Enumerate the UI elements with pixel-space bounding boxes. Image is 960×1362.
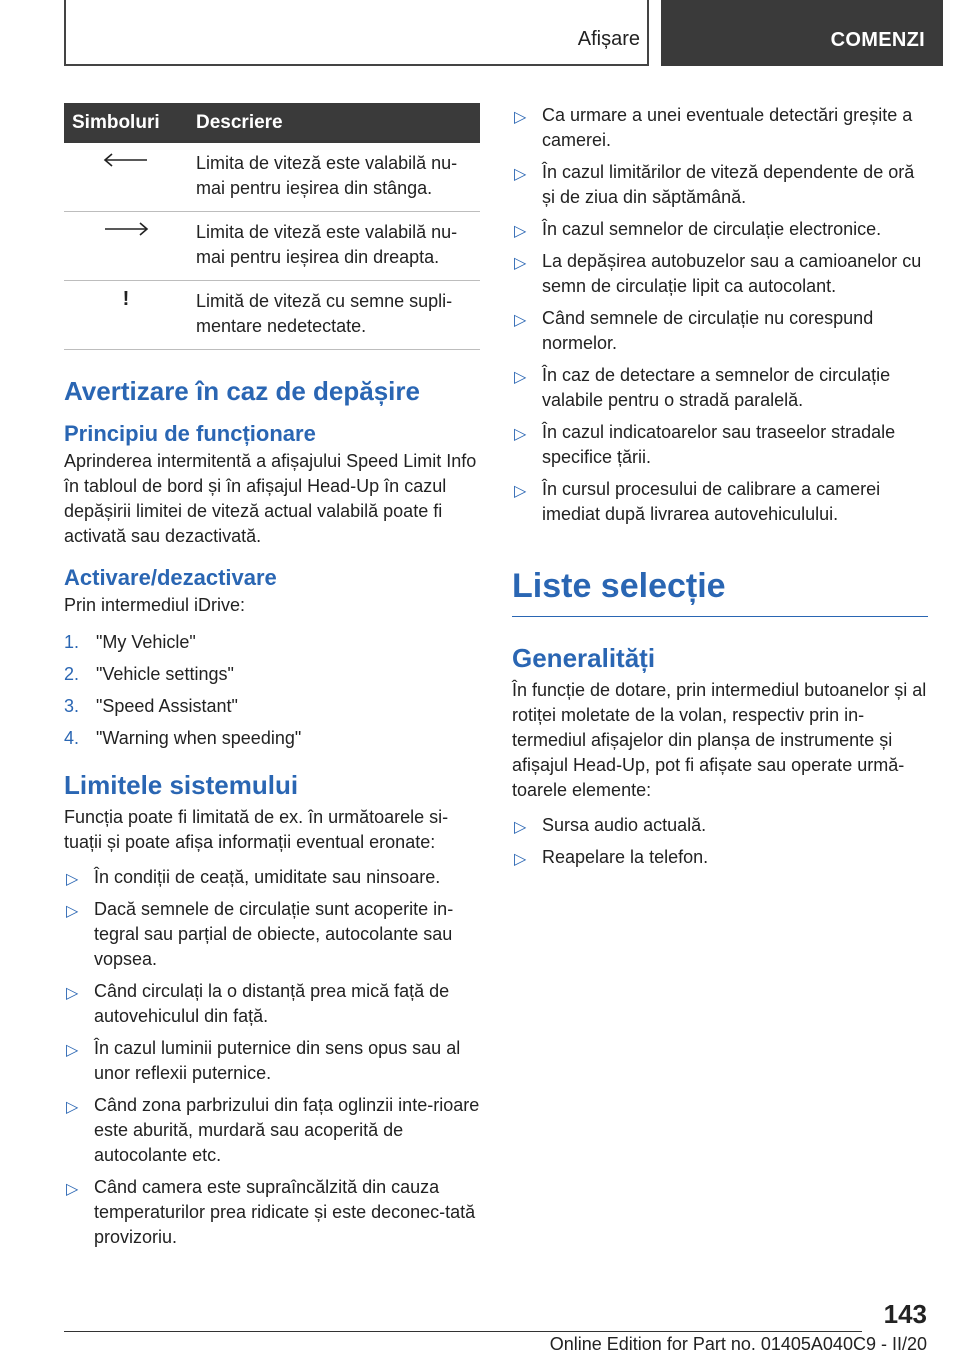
triangle-bullet-icon: ▷ [514,312,527,329]
list-item [64,1175,480,1250]
list-item-text: În cazul luminii puternice din sens opus sau al unor reflexii puternice. [94,1038,461,1083]
list-item [512,813,928,838]
page-number: 143 [883,1299,927,1329]
list-item [64,979,480,1029]
footer-edition: Online Edition for Part no. 01405A040C9 - II/20 [549,1334,927,1354]
list-item [512,160,928,210]
symbol-cell [64,143,188,212]
list-item-text: Când semnele de circulație nu corespund normelor. [542,308,874,353]
header-section-title: Afișare [577,28,640,50]
list-item-text: Dacă semnele de circulație sunt acoperite in-tegral sau parțial de obiecte, autocolante sau vopsea. [94,899,454,969]
triangle-bullet-icon: ▷ [66,1181,79,1198]
list-item-text: Când circulați la o distanță prea mică față de autovehiculul din față. [94,981,450,1026]
triangle-bullet-icon: ▷ [66,1042,79,1059]
limits-list-right [512,103,928,527]
list-item [512,420,928,470]
triangle-bullet-icon: ▷ [514,109,527,126]
section-title-limits: Limitele sistemului [64,770,299,800]
step-text: "My Vehicle" [96,632,196,652]
list-item-text: La depășirea autobuzelor sau a camioanelor cu semn de circulație lipit ca autocolant. [542,251,922,296]
triangle-bullet-icon: ▷ [514,483,527,500]
list-item [512,103,928,153]
list-item-text: Când camera este supraîncălzită din cauza temperaturilor prea ridicate și este deconec-tată provizoriu. [94,1177,476,1247]
list-item [512,477,928,527]
selection-list [512,813,928,870]
header-chapter-label: COMENZI [830,29,925,51]
triangle-bullet-icon: ▷ [66,1099,79,1116]
triangle-bullet-icon: ▷ [66,871,79,888]
limits-intro: Funcția poate fi limitată de ex. în următoarele si-tuații și poate afișa informații eventual eronate: [64,807,449,852]
left-column [64,103,480,1257]
list-item-text: Când zona parbrizului din fața oglinzii inte-rioare este aburită, murdară sau acoperită de autocolante etc. [94,1095,480,1165]
section-title-selection: Liste selecție [512,567,726,605]
list-item-text: Sursa audio actuală. [542,815,707,835]
list-item [512,249,928,299]
triangle-bullet-icon: ▷ [514,166,527,183]
list-item [512,845,928,870]
table-header-symbols: Simboluri [64,103,188,143]
principle-paragraph: Aprinderea intermitentă a afișajului Speed Limit Info în tabloul de bord și în afișajul Head-Up în cazul depășirii limitei de viteză actual valabilă poate fi activată sau dezactivată. [64,451,477,546]
list-item [512,217,928,242]
step-number: 2. [64,664,80,684]
limits-list-left [64,865,480,1250]
triangle-bullet-icon: ▷ [514,851,527,868]
list-item [64,694,480,726]
list-item [64,897,480,972]
list-item-text: În cursul procesului de calibrare a camerei imediat după livrarea autovehiculului. [542,479,881,524]
table-header-description: Descriere [188,103,480,143]
list-item-text: Ca urmare a unei eventuale detectări greșite a camerei. [542,105,913,150]
triangle-bullet-icon: ▷ [66,903,79,920]
step-text: "Warning when speeding" [96,728,302,748]
list-item [512,306,928,356]
list-item-text: În cazul indicatoarelor sau traseelor stradale specifice țării. [542,422,896,467]
description-cell: Limita de viteză este valabilă nu-mai pentru ieșirea din dreapta. [188,212,480,281]
exclamation-icon: ! [122,288,130,310]
list-item-text: În condiții de ceață, umiditate sau ninsoare. [94,867,441,887]
subsection-title-activation: Activare/dezactivare [64,565,277,590]
step-text: "Vehicle settings" [96,664,234,684]
triangle-bullet-icon: ▷ [514,255,527,272]
activation-intro: Prin intermediul iDrive: [64,595,246,615]
list-item [64,1036,480,1086]
list-item [64,865,480,890]
step-number: 1. [64,632,80,652]
table-row [64,143,480,212]
list-item [64,662,480,694]
list-item-text: În cazul semnelor de circulație electronice. [542,219,882,239]
list-item-text: Reapelare la telefon. [542,847,709,867]
arrow-left-icon [103,153,149,167]
table-row [64,212,480,281]
symbol-cell [64,281,188,350]
right-column [512,103,928,877]
subsection-title-principle: Principiu de funcționare [64,421,316,446]
section-title-warning: Avertizare în caz de depășire [64,376,420,406]
table-header-row [64,103,480,143]
list-item [64,1093,480,1168]
arrow-right-icon [103,222,149,236]
triangle-bullet-icon: ▷ [514,426,527,443]
triangle-bullet-icon: ▷ [514,369,527,386]
table-row [64,281,480,350]
list-item [64,726,480,758]
header-chapter-tab [661,0,943,66]
triangle-bullet-icon: ▷ [514,819,527,836]
footer-divider [64,1331,862,1332]
triangle-bullet-icon: ▷ [514,223,527,240]
step-number: 4. [64,728,80,748]
list-item [64,630,480,662]
section-divider [512,616,928,617]
list-item [512,363,928,413]
description-cell: Limita de viteză este valabilă nu-mai pentru ieșirea din stânga. [188,143,480,212]
step-text: "Speed Assistant" [96,696,238,716]
subsection-title-general: Generalități [512,643,656,673]
symbols-table [64,103,480,350]
steps-list [64,630,480,758]
list-item-text: În cazul limitărilor de viteză dependente de oră și de ziua din săptămână. [542,162,915,207]
list-item-text: În caz de detectare a semnelor de circulație valabile pentru o stradă paralelă. [542,365,891,410]
symbol-cell [64,212,188,281]
triangle-bullet-icon: ▷ [66,985,79,1002]
description-cell: Limită de viteză cu semne supli-mentare nedetectate. [188,281,480,350]
step-number: 3. [64,696,80,716]
general-paragraph: În funcție de dotare, prin intermediul butoanelor și al rotiței moletate de la volan, respectiv prin in-termediul afișajelor din planșa de instrumente și afișajul Head-Up, pot fi afișate sau operate urmă-toarele elemente: [512,680,927,800]
